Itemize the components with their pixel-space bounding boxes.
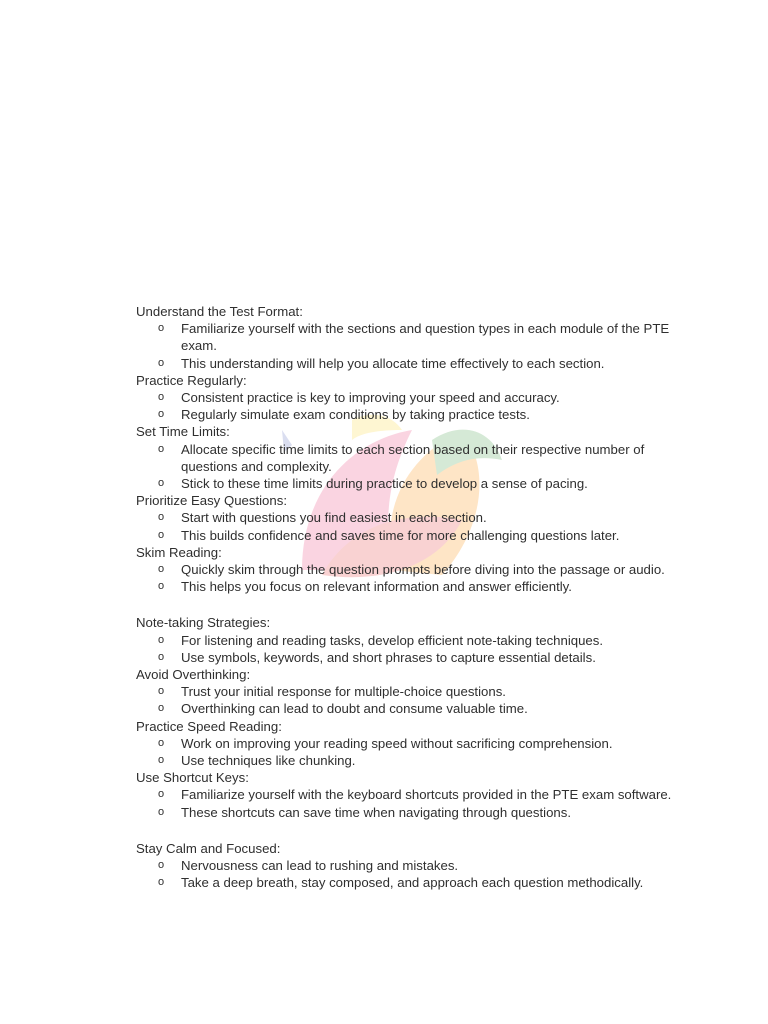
bullet-text: These shortcuts can save time when navigating through questions. [181,804,571,820]
bullet-list [136,441,696,493]
bullet-marker-icon: o [158,442,165,455]
bullet-list [136,857,696,891]
bullet-list [136,632,696,666]
bullet-marker-icon: o [158,528,165,541]
bullet-marker-icon: o [158,736,165,749]
bullet-list [136,786,696,820]
bullet-text: Use techniques like chunking. [181,753,356,769]
list-item [136,735,696,752]
bullet-marker-icon: o [158,563,165,576]
list-item [136,649,696,666]
bullet-text: This builds confidence and saves time for more challenging questions later. [181,527,620,543]
bullet-marker-icon: o [158,685,165,698]
list-item [136,874,696,891]
bullet-list [136,509,696,543]
list-item [136,320,696,354]
list-item [136,683,696,700]
bullet-marker-icon: o [158,754,165,767]
bullet-list [136,389,696,423]
section-heading: Set Time Limits: [136,424,230,440]
bullet-marker-icon: o [158,702,165,715]
bullet-marker-icon: o [158,580,165,593]
bullet-marker-icon: o [158,633,165,646]
bullet-text: Familiarize yourself with the keyboard shortcuts provided in the PTE exam software. [181,787,672,803]
list-item [136,786,696,803]
document-body [136,303,696,892]
list-item [136,355,696,372]
bullet-text: For listening and reading tasks, develop efficient note-taking techniques. [181,632,604,648]
bullet-text: Allocate specific time limits to each section based on their respective number of questions and complexity. [181,441,645,474]
list-item [136,527,696,544]
bullet-text: Stick to these time limits during practice to develop a sense of pacing. [181,476,588,492]
section-heading: Practice Regularly: [136,372,247,388]
section-heading: Note-taking Strategies: [136,615,271,631]
bullet-text: Nervousness can lead to rushing and mistakes. [181,858,459,874]
bullet-text: Quickly skim through the question prompts before diving into the passage or audio. [181,562,665,578]
bullet-marker-icon: o [158,650,165,663]
bullet-marker-icon: o [158,876,165,889]
bullet-text: Take a deep breath, stay composed, and approach each question methodically. [181,875,644,891]
bullet-marker-icon: o [158,391,165,404]
bullet-list [136,320,696,372]
bullet-text: Start with questions you find easiest in each section. [181,510,487,526]
section-heading: Use Shortcut Keys: [136,770,249,786]
bullet-text: This helps you focus on relevant information and answer efficiently. [181,579,572,595]
bullet-list [136,561,696,595]
bullet-text: Work on improving your reading speed without sacrificing comprehension. [181,735,613,751]
bullet-text: This understanding will help you allocate time effectively to each section. [181,355,605,371]
list-item [136,475,696,492]
bullet-text: Regularly simulate exam conditions by taking practice tests. [181,407,530,423]
bullet-text: Familiarize yourself with the sections and question types in each module of the PTE exam. [181,321,670,354]
list-item [136,632,696,649]
bullet-marker-icon: o [158,356,165,369]
bullet-marker-icon: o [158,788,165,801]
list-item [136,752,696,769]
list-item [136,441,696,475]
section-heading: Stay Calm and Focused: [136,840,281,856]
section-heading: Prioritize Easy Questions: [136,493,287,509]
list-item [136,857,696,874]
section-heading: Avoid Overthinking: [136,667,251,683]
list-item [136,578,696,595]
bullet-marker-icon: o [158,322,165,335]
bullet-marker-icon: o [158,477,165,490]
section-heading: Skim Reading: [136,544,222,560]
section-heading: Practice Speed Reading: [136,718,282,734]
bullet-marker-icon: o [158,408,165,421]
bullet-text: Consistent practice is key to improving your speed and accuracy. [181,390,560,406]
bullet-marker-icon: o [158,511,165,524]
bullet-list [136,735,696,769]
section-heading: Understand the Test Format: [136,304,303,319]
bullet-list [136,683,696,717]
bullet-marker-icon: o [158,805,165,818]
bullet-text: Use symbols, keywords, and short phrases to capture essential details. [181,649,596,665]
bullet-marker-icon: o [158,859,165,872]
list-item [136,804,696,821]
bullet-text: Trust your initial response for multiple-choice questions. [181,684,506,700]
list-item [136,509,696,526]
list-item [136,700,696,717]
list-item [136,389,696,406]
list-item [136,406,696,423]
bullet-text: Overthinking can lead to doubt and consume valuable time. [181,701,528,717]
list-item [136,561,696,578]
